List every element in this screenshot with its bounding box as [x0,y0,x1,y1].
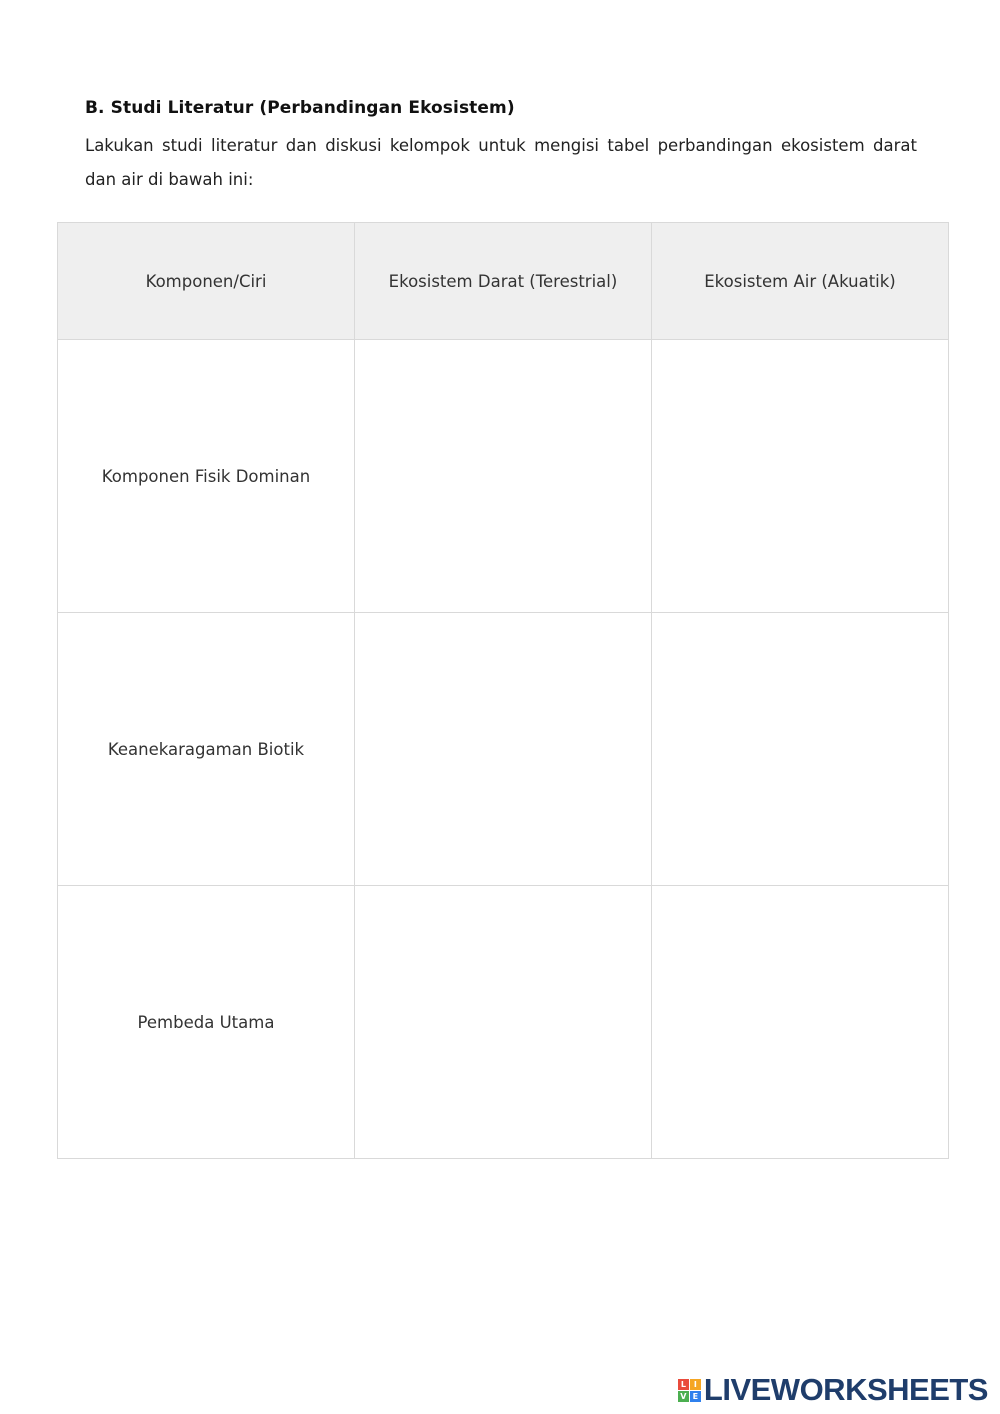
section-title: B. Studi Literatur (Perbandingan Ekosistem) [85,98,515,118]
row-label-pembeda-utama: Pembeda Utama [58,886,355,1159]
logo-letter-e: E [690,1391,701,1402]
logo-letter-i: I [690,1379,701,1390]
answer-cell-darat-pembeda[interactable] [355,886,652,1159]
answer-cell-air-fisik[interactable] [652,340,949,613]
answer-cell-air-biotik[interactable] [652,613,949,886]
answer-cell-darat-biotik[interactable] [355,613,652,886]
row-label-komponen-fisik: Komponen Fisik Dominan [58,340,355,613]
table-row [58,613,949,886]
table-header-row [58,223,949,340]
instructions-text: Lakukan studi literatur dan diskusi kelompok untuk mengisi tabel perbandingan ekosistem darat dan air di bawah ini: [85,136,917,189]
liveworksheets-logo [678,1374,988,1406]
answer-cell-air-pembeda[interactable] [652,886,949,1159]
logo-letter-l: L [678,1379,689,1390]
answer-cell-darat-fisik[interactable] [355,340,652,613]
header-ekosistem-darat: Ekosistem Darat (Terestrial) [355,223,652,340]
header-ekosistem-air: Ekosistem Air (Akuatik) [652,223,949,340]
brand-logo-icon [678,1379,701,1402]
brand-text: LIVEWORKSHEETS [703,1372,988,1407]
logo-letter-v: V [678,1391,689,1402]
row-label-keanekaragaman: Keanekaragaman Biotik [58,613,355,886]
comparison-table [57,222,949,1159]
header-komponen-ciri: Komponen/Ciri [58,223,355,340]
table-row [58,886,949,1159]
table-row [58,340,949,613]
